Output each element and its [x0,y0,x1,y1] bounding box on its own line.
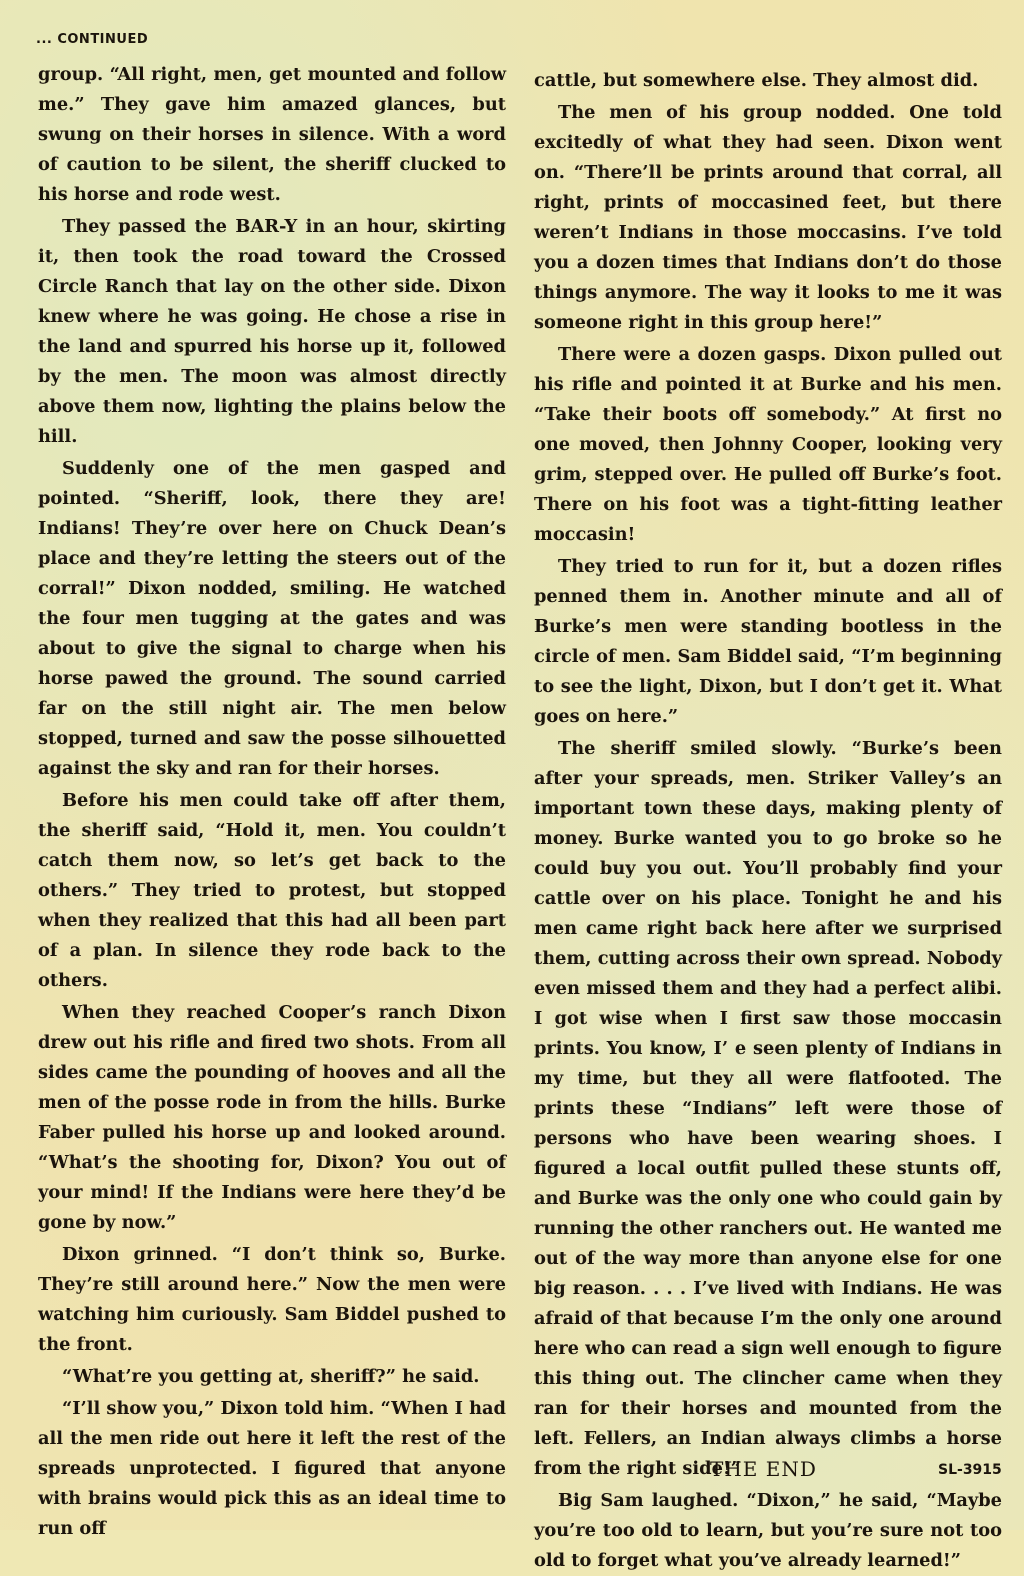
paragraph: cattle, but somewhere else. They almost did. [534,70,979,91]
paragraph: They tried to run for it, but a dozen rifles penned them in. Another minute and all of Burke’s men were standing bootless in the circle of men. Sam Biddel said, “I’m beginning to see the light, Dixon, but I don’t get it. What goes on here.” [534,556,1002,727]
paragraph: Dixon grinned. “I don’t think so, Burke. They’re still around here.” Now the men were watching him curiously. Sam Biddel pushed to the front. [38,1244,506,1355]
paragraph: The men of his group nodded. One told excitedly of what they had seen. Dixon went on. “There’ll be prints around that corral, all right, prints of moccasined feet, but there weren’t Indians in those moccasins. I’ve told you a dozen times that Indians don’t do those things anymore. The way it looks to me it was someone right in this group here!” [534,102,1002,333]
paragraph: Before his men could take off after them, the sheriff said, “Hold it, men. You couldn’t catch them now, so let’s get back to the others.” They tried to protest, but stopped when they realized that this had all been part of a plan. In silence they rode back to the others. [38,790,506,991]
paragraph: group. “All right, men, get mounted and follow me.” They gave him amazed glances, but swung on their horses in silence. With a word of caution to be silent, the sheriff clucked to his horse and rode west. [38,64,506,205]
left-text-column [38,60,506,1544]
paragraph: Big Sam laughed. “Dixon,” he said, “Maybe you’re too old to learn, but you’re sure not too old to forget what you’ve already learned!” [534,1490,1002,1571]
paragraph: “What’re you getting at, sheriff?” he said. [62,1366,480,1387]
continued-label: ... CONTINUED [36,32,149,47]
right-text-column [534,66,1002,1576]
paragraph: There were a dozen gasps. Dixon pulled out his rifle and pointed it at Burke and his men. “Take their boots off somebody.” At first no one moved, then Johnny Cooper, looking very grim, stepped over. He pulled off Burke’s foot. There on his foot was a tight-fitting leather moccasin! [534,344,1002,545]
paragraph: “I’ll show you,” Dixon told him. “When I had all the men ride out here it left the rest of the spreads unprotected. I figured that anyone with brains would pick this as an ideal time to run off [38,1398,506,1539]
paragraph: They passed the BAR-Y in an hour, skirting it, then took the road toward the Crossed Circle Ranch that lay on the other side. Dixon knew where he was going. He chose a rise in the land and spurred his horse up it, followed by the men. The moon was almost directly above them now, lighting the plains below the hill. [38,216,506,447]
paragraph: The sheriff smiled slowly. “Burke’s been after your spreads, men. Striker Valley’s an important town these days, making plenty of money. Burke wanted you to go broke so he could buy you out. You’ll probably find your cattle over on his place. Tonight he and his men came right back here after we surprised them, cutting across their own spread. Nobody even missed them and they had a perfect alibi. I got wise when I first saw those moccasin prints. You know, I’ e seen plenty of Indians in my time, but they all were flatfooted. The prints these “Indians” left were those of persons who have been wearing shoes. I figured a local outfit pulled these stunts off, and Burke was the only one who could gain by running the other ranchers out. He wanted me out of the way more than anyone else for one big reason. . . . I’ve lived with Indians. He was afraid of that because I’m the only one around here who can read a sign well enough to figure this thing out. The clincher came when they ran for their horses and mounted from the left. Fellers, an Indian always climbs a horse from the right side!” [534,738,1002,1479]
story-code: SL-3915 [938,1462,1002,1478]
paragraph: Suddenly one of the men gasped and pointed. “Sheriff, look, there they are! Indians! They’re over here on Chuck Dean’s place and they’re letting the steers out of the corral!” Dixon nodded, smiling. He watched the four men tugging at the gates and was about to give the signal to charge when his horse pawed the ground. The sound carried far on the still night air. The men below stopped, turned and saw the posse silhouetted against the sky and ran for their horses. [38,458,506,779]
paragraph: When they reached Cooper’s ranch Dixon drew out his rifle and fired two shots. From all sides came the pounding of hooves and all the men of the posse rode in from the hills. Burke Faber pulled his horse up and looked around. “What’s the shooting for, Dixon? You out of your mind! If the Indians were here they’d be gone by now.” [38,1002,506,1233]
the-end-label: THE END [710,1457,817,1481]
